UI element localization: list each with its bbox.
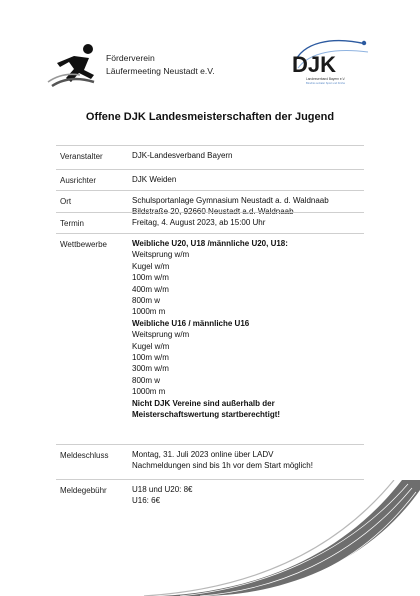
value-line: 100m w/m [132,273,169,283]
value-line: Freitag, 4. August 2023, ab 15:00 Uhr [132,218,266,227]
value-line: 100m w/m [132,353,169,363]
value-line: DJK-Landesverband Bayern [132,151,233,160]
value-line: Weibliche U16 / männliche U16 [132,318,250,328]
value-line: 400m w/m [132,284,169,294]
table-row [56,444,364,479]
djk-emblem-icon [284,34,374,78]
djk-logo [284,34,374,94]
document-title: Offene DJK Landesmeisterschaften der Jugend [85,111,335,123]
row-value [132,150,233,161]
value-line: 300m w/m [132,364,169,374]
value-line: Schulsportanlage Gymnasium Neustadt a. d. Waldnaab [132,196,329,205]
running-track-graphic [140,480,420,596]
value-line: Bildstraße 20, 92660 Neustadt a.d. Waldnaab [132,207,294,217]
value-line: U18 und U20: 8€ [132,485,193,494]
row-value [132,449,313,472]
table-row [56,145,364,169]
table-row [56,190,364,217]
value-line: U16: 6€ [132,496,161,506]
table-row [56,233,364,444]
row-value [132,217,265,228]
row-value [132,174,176,185]
value-line: 800m w [132,375,161,385]
table-row [56,169,364,190]
info-table [56,145,364,520]
table-row [56,212,364,233]
row-label: Meldeschluss [60,451,109,460]
djk-logo-text: DJK [292,52,337,77]
value-line: 800m w [132,296,161,306]
value-line: 1000m m [132,387,166,397]
row-value [132,238,288,421]
value-line: Montag, 31. Juli 2023 online über LADV [132,450,274,459]
foerderverein-logo [44,42,244,88]
value-line: Weibliche U20, U18 /männliche U20, U18: [132,239,288,248]
row-label: Termin [60,219,85,228]
djk-logo-caption: Landesverband Bayern e.V. [306,77,346,81]
value-line: DJK Weiden [132,175,177,184]
row-label: Meldegebühr [60,486,107,495]
value-line: 1000m m [132,307,166,317]
value-line: Meisterschaftswertung startberechtigt! [132,410,281,420]
value-line: Weitsprung w/m [132,250,190,260]
row-label: Ausrichter [60,176,97,185]
runner-icon [44,42,106,88]
row-label: Wettbewerbe [60,240,107,249]
value-line: Nachmeldungen sind bis 1h vor dem Start möglich! [132,461,313,471]
value-line: Nicht DJK Vereine sind außerhalb der [132,398,275,408]
djk-logo-tagline: Bündnis sozialer Sport und Kirche [306,82,346,85]
value-line: Kugel w/m [132,261,170,271]
org-name-line2: Läufermeeting Neustadt e.V. [106,66,215,76]
row-label: Veranstalter [60,152,103,161]
org-name-line1: Förderverein [106,53,155,63]
value-line: Kugel w/m [132,341,170,351]
value-line: Weitsprung w/m [132,330,190,340]
row-label: Ort [60,197,72,206]
